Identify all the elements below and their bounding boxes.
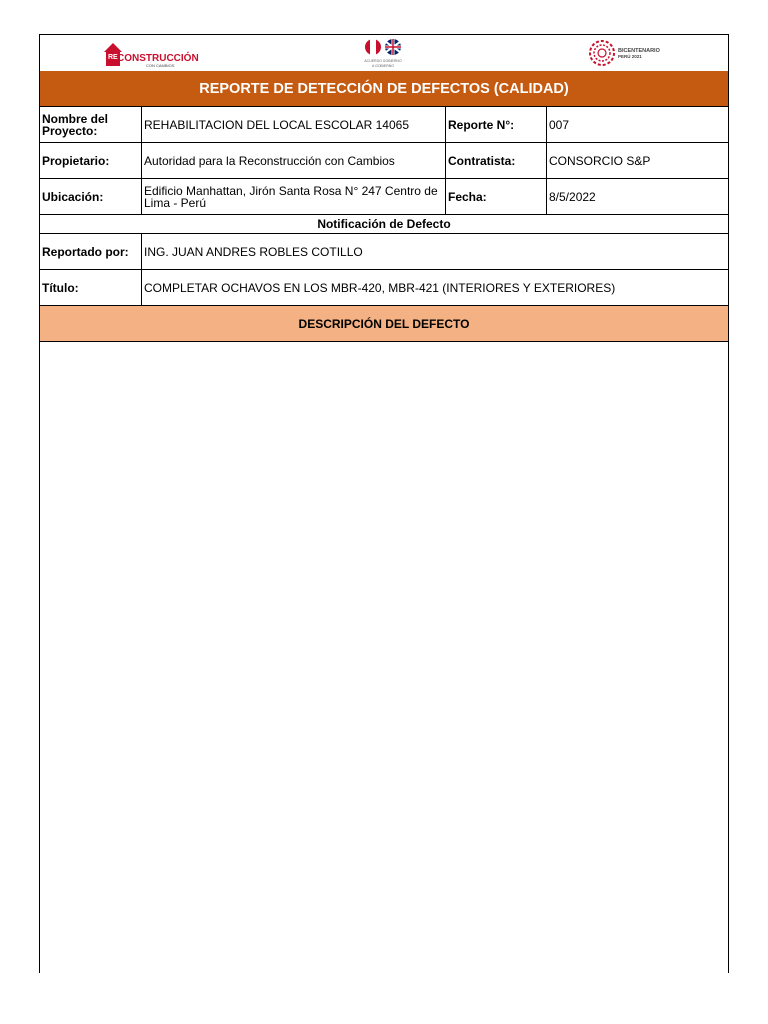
report-number-value: 007 — [546, 107, 728, 142]
acuerdos-line2: A GOBIERNO — [372, 64, 394, 68]
reported-by-value: ING. JUAN ANDRES ROBLES COTILLO — [141, 234, 728, 269]
date-label: Fecha: — [445, 179, 546, 214]
report-sheet — [39, 34, 729, 973]
description-area — [40, 342, 728, 973]
row-reported-by — [40, 234, 728, 270]
row-description-header — [40, 306, 728, 342]
title-label: Título: — [42, 280, 79, 295]
logo-re-text: RE — [108, 54, 118, 61]
bicentenario-line2: PERÚ 2021 — [618, 54, 642, 59]
contractor-label: Contratista: — [445, 143, 546, 178]
project-name-value: REHABILITACION DEL LOCAL ESCOLAR 14065 — [141, 107, 445, 142]
reported-by-label: Reportado por: — [42, 244, 129, 259]
owner-label: Propietario: — [42, 153, 110, 168]
description-header: DESCRIPCIÓN DEL DEFECTO — [298, 316, 470, 331]
bicentenario-logo — [588, 39, 678, 67]
report-number-label: Reporte N°: — [445, 107, 546, 142]
logo-sub-text: CON CAMBIOS — [146, 63, 175, 68]
title-value: COMPLETAR OCHAVOS EN LOS MBR-420, MBR-421 (INTERIORES Y EXTERIORES) — [141, 270, 728, 305]
contractor-value: CONSORCIO S&P — [546, 143, 728, 178]
project-name-label: Nombre del Proyecto: — [42, 111, 109, 138]
logo-header — [40, 35, 728, 72]
acuerdos-logo — [356, 38, 410, 70]
logo-main-text: CONSTRUCCIÓN — [117, 53, 199, 64]
reconstruccion-logo — [102, 40, 199, 68]
location-label: Ubicación: — [42, 189, 104, 204]
report-title: REPORTE DE DETECCIÓN DE DEFECTOS (CALIDAD) — [40, 71, 728, 107]
row-notification-header — [40, 215, 728, 234]
bicentenario-line1: BICENTENARIO — [618, 48, 660, 54]
owner-value: Autoridad para la Reconstrucción con Cambios — [141, 143, 445, 178]
row-location — [40, 179, 728, 215]
acuerdos-line1: ACUERDO GOBIERNO — [364, 59, 402, 63]
notification-header: Notificación de Defecto — [317, 217, 451, 231]
row-title — [40, 270, 728, 306]
row-project-name — [40, 107, 728, 143]
location-value: Edificio Manhattan, Jirón Santa Rosa N° 247 Centro de Lima - Perú — [141, 179, 445, 214]
date-value: 8/5/2022 — [546, 179, 728, 214]
row-owner — [40, 143, 728, 179]
